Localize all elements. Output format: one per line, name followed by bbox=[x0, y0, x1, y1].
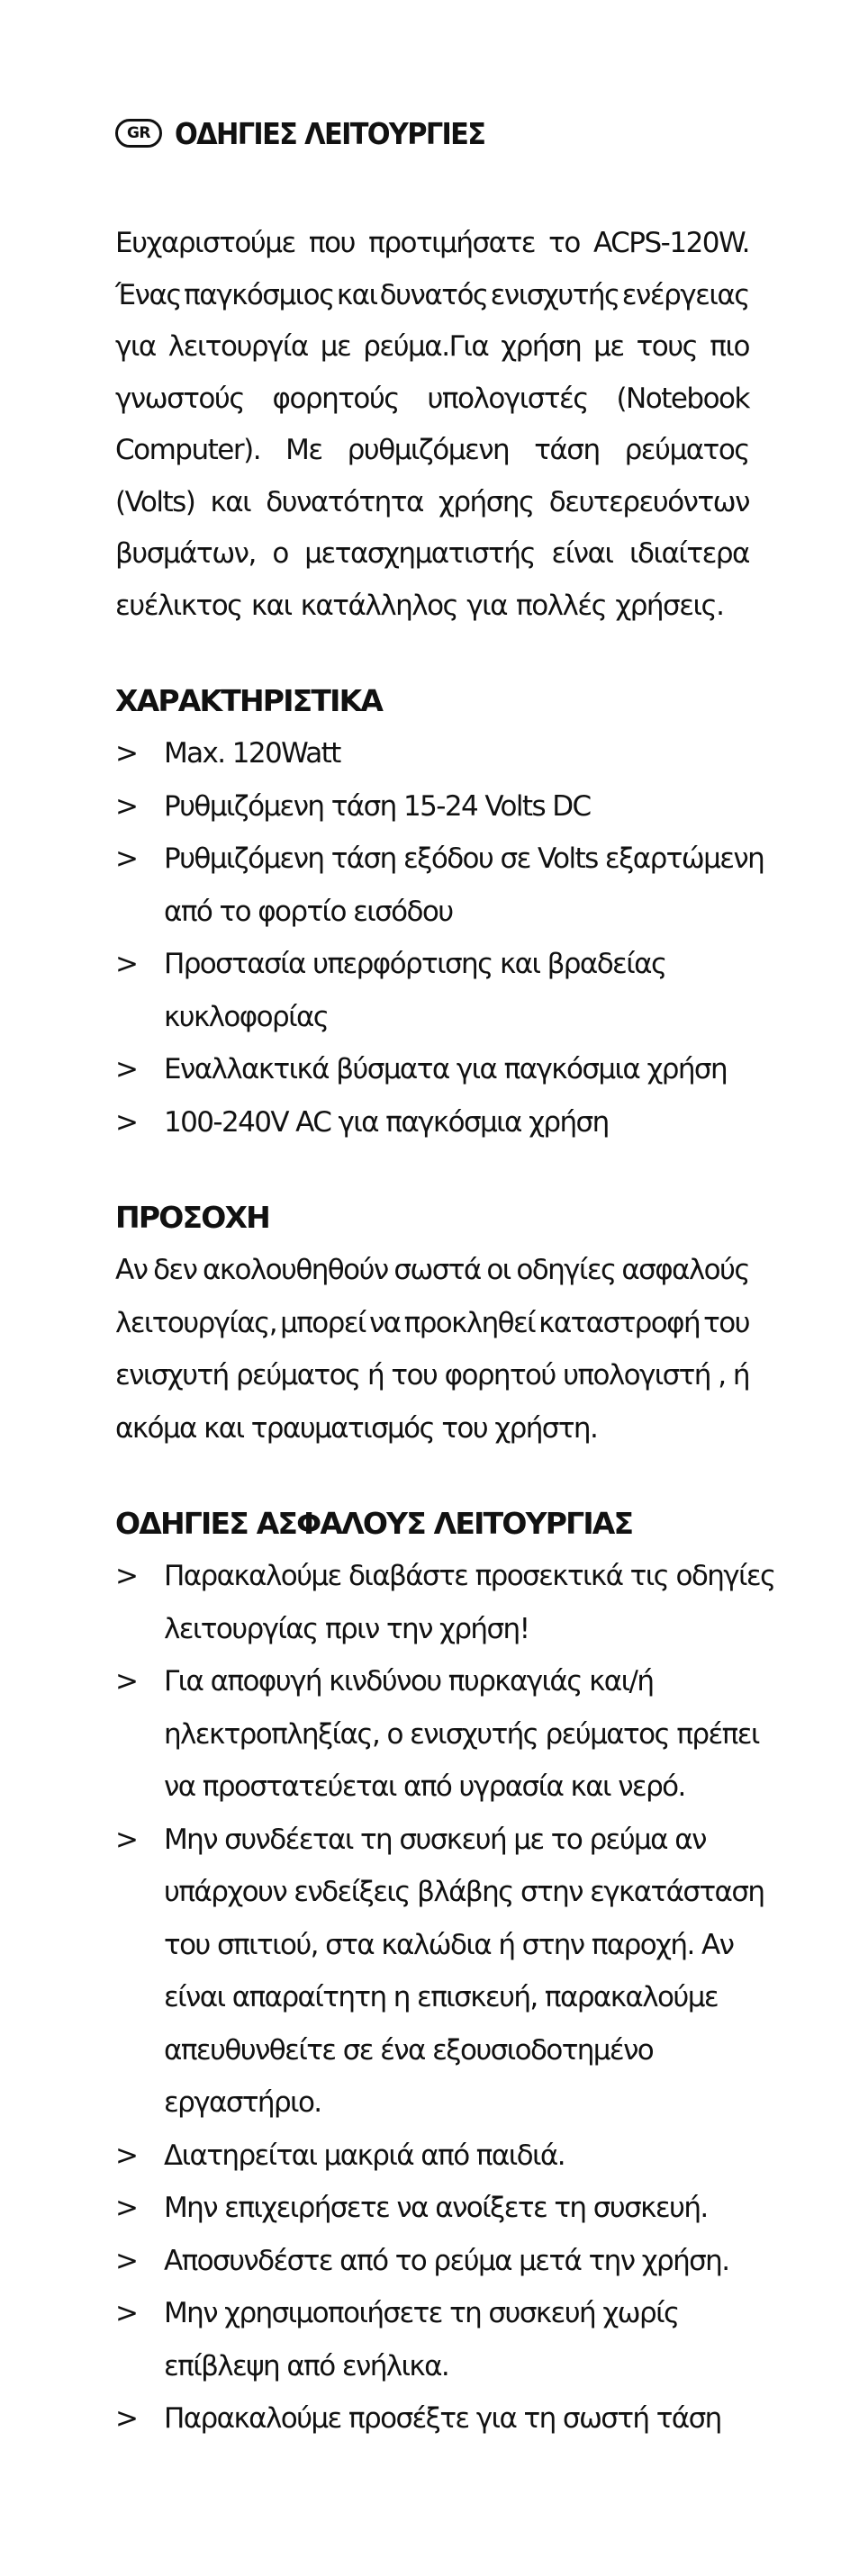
features-item-text bbox=[164, 727, 749, 780]
features-item-line: Εναλλακτικά βύσματα για παγκόσμια χρήση bbox=[164, 1053, 728, 1085]
features-item bbox=[115, 1043, 749, 1096]
safety-item-line: Παρακαλούμε διαβάστε προσεκτικά τις οδηγίες bbox=[164, 1560, 775, 1592]
features-item-line: Ρυθμιζόμενη τάση εξόδου σε Volts εξαρτώμενη bbox=[164, 842, 764, 875]
caution-line: λειτουργίας, μπορεί να προκληθεί καταστροφή του bbox=[115, 1306, 749, 1339]
bullet-marker: > bbox=[115, 1053, 138, 1085]
features-item-text bbox=[164, 1043, 749, 1096]
safety-item-line: να προστατεύεται από υγρασία και νερό. bbox=[164, 1770, 685, 1803]
caution-line: ενισχυτή ρεύματος ή του φορητού υπολογιστή , ή bbox=[115, 1359, 749, 1392]
features-item-text bbox=[164, 780, 749, 833]
intro-line: (Volts) και δυνατότητα χρήσης δευτερευόντων bbox=[115, 485, 749, 518]
intro-line: γνωστούς φορητούς υπολογιστές (Notebook bbox=[115, 382, 749, 415]
features-list bbox=[115, 727, 764, 1148]
safety-item-line: επίβλεψη από ενήλικα. bbox=[164, 2349, 449, 2382]
features-item-text bbox=[164, 833, 764, 938]
bullet-marker: > bbox=[115, 2402, 138, 2435]
bullet-marker: > bbox=[115, 948, 138, 980]
safety-item bbox=[115, 2235, 749, 2288]
manual-page bbox=[115, 106, 775, 2445]
intro-line: Ένας παγκόσμιος και δυνατός ενισχυτής ενέργειας bbox=[115, 278, 749, 311]
safety-item-line: Μην χρησιμοποιήσετε τη συσκευή χωρίς bbox=[164, 2297, 679, 2329]
features-item-line: κυκλοφορίας bbox=[164, 1000, 329, 1033]
intro-paragraph bbox=[115, 218, 749, 632]
features-heading: ΧΑΡΑΚΤΗΡΙΣΤΙΚΑ bbox=[115, 683, 383, 718]
features-item-line: από το φορτίο εισόδου bbox=[164, 895, 453, 928]
caution-line: Αν δεν ακολουθηθούν σωστά οι οδηγίες ασφαλούς bbox=[115, 1254, 749, 1286]
features-item bbox=[115, 938, 749, 1043]
safety-heading: ΟΔΗΓΙΕΣ ΑΣΦΑΛΟΥΣ ΛΕΙΤΟΥΡΓΙΑΣ bbox=[115, 1506, 633, 1541]
features-item bbox=[115, 833, 764, 938]
safety-item bbox=[115, 1655, 759, 1814]
bullet-marker: > bbox=[115, 1823, 138, 1856]
safety-item-line: Παρακαλούμε προσέξτε για τη σωστή τάση bbox=[164, 2402, 721, 2435]
safety-item-line: Μην συνδέεται τη συσκευή με το ρεύμα αν bbox=[164, 1823, 706, 1856]
safety-item-line: Για αποφυγή κινδύνου πυρκαγιάς και/ή bbox=[164, 1665, 654, 1698]
features-item-line: Ρυθμιζόμενη τάση 15-24 Volts DC bbox=[164, 789, 591, 823]
safety-item-line: Μην επιχειρήσετε να ανοίξετε τη συσκευή. bbox=[164, 2192, 708, 2224]
safety-item-text bbox=[164, 2235, 749, 2288]
features-item-line: 100-240V AC για παγκόσμια χρήση bbox=[164, 1105, 609, 1139]
bullet-marker: > bbox=[115, 2244, 138, 2277]
bullet-marker: > bbox=[115, 1665, 138, 1698]
features-item bbox=[115, 727, 749, 780]
safety-item-text bbox=[164, 2287, 749, 2392]
features-item-line: Προστασία υπερφόρτισης και βραδείας bbox=[164, 948, 666, 980]
safety-item bbox=[115, 1550, 775, 1655]
safety-item bbox=[115, 2392, 749, 2445]
bullet-marker: > bbox=[115, 2297, 138, 2329]
language-badge: GR bbox=[115, 119, 162, 148]
intro-line: βυσμάτων, ο μετασχηματιστής είναι ιδιαίτερα bbox=[115, 537, 749, 570]
intro-line: Ευχαριστούμε που προτιμήσατε το ACPS-120W. bbox=[115, 227, 749, 259]
safety-item-line: απευθυνθείτε σε ένα εξουσιοδοτημένο bbox=[164, 2033, 654, 2067]
features-item-line: Max. 120Watt bbox=[164, 737, 340, 770]
bullet-marker: > bbox=[115, 2139, 138, 2172]
safety-item-line: λειτουργίας πριν την χρήση! bbox=[164, 1612, 529, 1645]
bullet-marker: > bbox=[115, 1105, 138, 1139]
caution-paragraph bbox=[115, 1244, 749, 1455]
safety-item bbox=[115, 2130, 749, 2183]
safety-item-text bbox=[164, 1550, 775, 1655]
safety-item-line: Διατηρείται μακριά από παιδιά. bbox=[164, 2139, 565, 2172]
bullet-marker: > bbox=[115, 2192, 138, 2224]
safety-item-line: εργαστήριο. bbox=[164, 2086, 321, 2119]
page-title: ΟΔΗΓΙΕΣ ΛΕΙΤΟΥΡΓΙΕΣ bbox=[175, 115, 485, 151]
bullet-marker: > bbox=[115, 789, 138, 823]
safety-item-line: υπάρχουν ενδείξεις βλάβης στην εγκατάσταση bbox=[164, 1876, 764, 1908]
safety-item-line: είναι απαραίτητη η επισκευή, παρακαλούμε bbox=[164, 1981, 718, 2013]
safety-item-line: του σπιτιού, στα καλώδια ή στην παροχή. Αν bbox=[164, 1928, 734, 1961]
safety-item-line: Αποσυνδέστε από το ρεύμα μετά την χρήση. bbox=[164, 2244, 729, 2277]
caution-heading: ΠΡΟΣΟΧΗ bbox=[115, 1200, 269, 1235]
safety-item-line: ηλεκτροπληξίας, ο ενισχυτής ρεύματος πρέπει bbox=[164, 1717, 759, 1751]
safety-item-text bbox=[164, 2182, 749, 2235]
page-header bbox=[115, 106, 749, 160]
bullet-marker: > bbox=[115, 737, 138, 770]
bullet-marker: > bbox=[115, 842, 138, 875]
features-item-text bbox=[164, 938, 749, 1043]
features-item-text bbox=[164, 1096, 749, 1149]
safety-item bbox=[115, 2182, 749, 2235]
intro-line: ευέλικτος και κατάλληλος για πολλές χρήσεις. bbox=[115, 589, 724, 622]
safety-item-text bbox=[164, 2392, 749, 2445]
caution-line: ακόμα και τραυματισμός του χρήστη. bbox=[115, 1411, 598, 1445]
safety-item bbox=[115, 1814, 764, 2130]
bullet-marker: > bbox=[115, 1560, 138, 1592]
safety-item-text bbox=[164, 1814, 764, 2130]
safety-list bbox=[115, 1550, 775, 2445]
features-item bbox=[115, 1096, 749, 1149]
safety-item bbox=[115, 2287, 749, 2392]
intro-line: για λειτουργία με ρεύμα.Για χρήση με τους πιο bbox=[115, 330, 749, 363]
intro-line: Computer). Με ρυθμιζόμενη τάση ρεύματος bbox=[115, 434, 749, 466]
features-item bbox=[115, 780, 749, 833]
safety-item-text bbox=[164, 2130, 749, 2183]
safety-item-text bbox=[164, 1655, 759, 1814]
